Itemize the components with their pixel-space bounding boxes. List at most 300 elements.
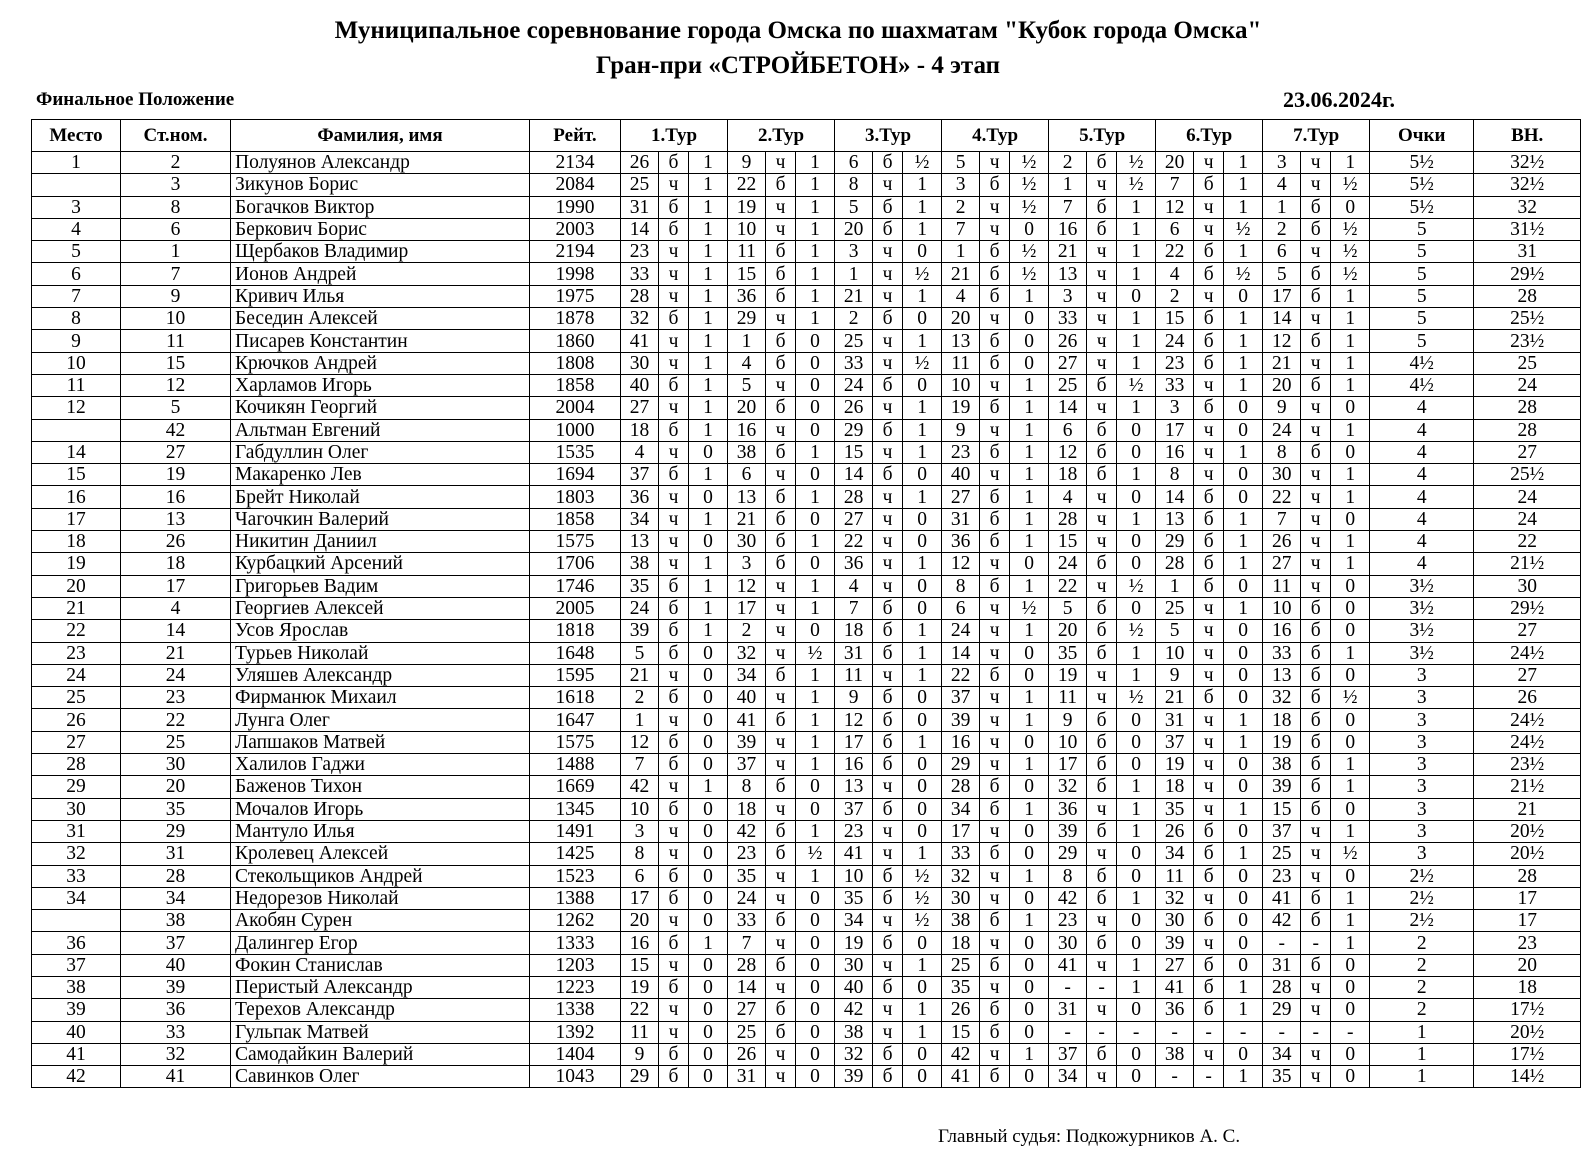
player-name-cell: Харламов Игорь [231, 374, 530, 396]
round-1-color-cell: б [659, 731, 689, 753]
table-row [32, 865, 1581, 887]
tiebreak-cell: 28 [1474, 865, 1581, 887]
round-1-result-cell: 0 [689, 954, 728, 976]
player-name-cell: Кочикян Георгий [231, 397, 530, 419]
table-row [32, 976, 1581, 998]
round-6-color-cell: ч [1194, 464, 1224, 486]
round-7-color-cell: ч [1301, 865, 1331, 887]
round-3-opponent-cell: 23 [835, 820, 873, 842]
round-6-opponent-cell: 2 [1156, 285, 1194, 307]
round-3-color-cell: ч [873, 285, 903, 307]
round-5-color-cell: - [1087, 976, 1117, 998]
round-4-opponent-cell: 5 [942, 152, 980, 174]
place-cell: 6 [32, 263, 121, 285]
rating-cell: 1990 [530, 196, 621, 218]
round-2-color-cell: ч [766, 865, 796, 887]
standings-table [31, 119, 1581, 1088]
round-6-color-cell: ч [1194, 798, 1224, 820]
start-number-cell: 35 [121, 798, 231, 820]
tiebreak-cell: 29½ [1474, 597, 1581, 619]
round-4-opponent-cell: 13 [942, 330, 980, 352]
round-3-opponent-cell: 3 [835, 241, 873, 263]
round-3-color-cell: ч [873, 241, 903, 263]
round-3-result-cell: 0 [903, 976, 942, 998]
round-1-result-cell: 1 [689, 241, 728, 263]
round-3-opponent-cell: 4 [835, 575, 873, 597]
round-1-opponent-cell: 40 [621, 374, 659, 396]
round-3-color-cell: б [873, 196, 903, 218]
round-7-result-cell: 0 [1331, 397, 1370, 419]
round-5-color-cell: ч [1087, 241, 1117, 263]
start-number-cell: 5 [121, 397, 231, 419]
round-5-color-cell: - [1087, 1021, 1117, 1043]
round-1-color-cell: ч [659, 776, 689, 798]
rating-cell: 1488 [530, 754, 621, 776]
round-2-opponent-cell: 29 [728, 308, 766, 330]
round-4-result-cell: 1 [1010, 798, 1049, 820]
round-5-result-cell: 0 [1117, 843, 1156, 865]
points-cell: 1 [1370, 1021, 1474, 1043]
round-2-result-cell: 0 [796, 553, 835, 575]
round-5-color-cell: ч [1087, 263, 1117, 285]
round-2-color-cell: б [766, 241, 796, 263]
round-5-color-cell: б [1087, 754, 1117, 776]
round-6-opponent-cell: 9 [1156, 664, 1194, 686]
round-1-result-cell: 1 [689, 330, 728, 352]
round-3-opponent-cell: 6 [835, 152, 873, 174]
tiebreak-cell: 27 [1474, 664, 1581, 686]
round-1-opponent-cell: 4 [621, 441, 659, 463]
round-4-opponent-cell: 27 [942, 486, 980, 508]
points-cell: 3 [1370, 843, 1474, 865]
points-cell: 4 [1370, 531, 1474, 553]
round-4-opponent-cell: 19 [942, 397, 980, 419]
round-2-result-cell: 0 [796, 1066, 835, 1088]
round-5-opponent-cell: 24 [1049, 553, 1087, 575]
round-6-opponent-cell: 35 [1156, 798, 1194, 820]
round-2-color-cell: б [766, 820, 796, 842]
round-3-color-cell: б [873, 932, 903, 954]
round-4-opponent-cell: 21 [942, 263, 980, 285]
round-6-color-cell: б [1194, 843, 1224, 865]
round-4-color-cell: б [980, 285, 1010, 307]
start-number-cell: 9 [121, 285, 231, 307]
round-2-opponent-cell: 22 [728, 174, 766, 196]
round-5-result-cell: 0 [1117, 999, 1156, 1021]
round-4-color-cell: ч [980, 642, 1010, 664]
start-number-cell: 16 [121, 486, 231, 508]
round-4-opponent-cell: 34 [942, 798, 980, 820]
round-4-color-cell: б [980, 776, 1010, 798]
round-4-opponent-cell: 26 [942, 999, 980, 1021]
round-4-color-cell: б [980, 441, 1010, 463]
round-6-color-cell: ч [1194, 887, 1224, 909]
round-6-opponent-cell: 24 [1156, 330, 1194, 352]
col-header-round-4: 4.Тур [942, 120, 1049, 152]
col-header-round-5: 5.Тур [1049, 120, 1156, 152]
round-6-opponent-cell: 30 [1156, 910, 1194, 932]
place-cell: 26 [32, 709, 121, 731]
round-6-result-cell: 0 [1224, 642, 1263, 664]
round-4-result-cell: 1 [1010, 374, 1049, 396]
round-2-result-cell: 0 [796, 1021, 835, 1043]
round-1-opponent-cell: 5 [621, 642, 659, 664]
round-5-opponent-cell: 35 [1049, 642, 1087, 664]
round-5-color-cell: б [1087, 709, 1117, 731]
tiebreak-cell: 17 [1474, 910, 1581, 932]
round-2-opponent-cell: 35 [728, 865, 766, 887]
round-6-result-cell: 1 [1224, 330, 1263, 352]
start-number-cell: 42 [121, 419, 231, 441]
player-name-cell: Гульпак Матвей [231, 1021, 530, 1043]
round-4-result-cell: 1 [1010, 508, 1049, 530]
round-2-opponent-cell: 9 [728, 152, 766, 174]
table-row [32, 999, 1581, 1021]
round-1-opponent-cell: 42 [621, 776, 659, 798]
round-2-color-cell: ч [766, 419, 796, 441]
round-1-color-cell: ч [659, 285, 689, 307]
start-number-cell: 30 [121, 754, 231, 776]
rating-cell: 1491 [530, 820, 621, 842]
player-name-cell: Терехов Александр [231, 999, 530, 1021]
tiebreak-cell: 22 [1474, 531, 1581, 553]
round-2-opponent-cell: 14 [728, 976, 766, 998]
round-1-opponent-cell: 26 [621, 152, 659, 174]
round-4-color-cell: ч [980, 976, 1010, 998]
round-2-color-cell: ч [766, 887, 796, 909]
round-2-opponent-cell: 23 [728, 843, 766, 865]
round-2-color-cell: б [766, 1021, 796, 1043]
round-2-result-cell: 1 [796, 241, 835, 263]
round-4-opponent-cell: 1 [942, 241, 980, 263]
table-row [32, 620, 1581, 642]
round-3-color-cell: б [873, 754, 903, 776]
round-3-opponent-cell: 18 [835, 620, 873, 642]
round-2-result-cell: 0 [796, 419, 835, 441]
round-7-color-cell: ч [1301, 553, 1331, 575]
tiebreak-cell: 18 [1474, 976, 1581, 998]
round-4-color-cell: ч [980, 820, 1010, 842]
round-6-opponent-cell: 37 [1156, 731, 1194, 753]
round-2-opponent-cell: 33 [728, 910, 766, 932]
points-cell: 2½ [1370, 910, 1474, 932]
round-4-color-cell: ч [980, 152, 1010, 174]
place-cell: 24 [32, 664, 121, 686]
round-4-color-cell: б [980, 263, 1010, 285]
round-6-color-cell: б [1194, 575, 1224, 597]
round-7-result-cell: 0 [1331, 1066, 1370, 1088]
round-1-opponent-cell: 20 [621, 910, 659, 932]
round-3-color-cell: б [873, 464, 903, 486]
round-5-result-cell: 0 [1117, 486, 1156, 508]
round-7-opponent-cell: 5 [1263, 263, 1301, 285]
col-header-round-1: 1.Тур [621, 120, 728, 152]
round-6-opponent-cell: 26 [1156, 820, 1194, 842]
round-7-result-cell: 0 [1331, 196, 1370, 218]
round-7-result-cell: 1 [1331, 330, 1370, 352]
round-5-result-cell: 0 [1117, 754, 1156, 776]
round-5-color-cell: ч [1087, 397, 1117, 419]
round-1-opponent-cell: 19 [621, 976, 659, 998]
round-4-color-cell: б [980, 910, 1010, 932]
round-3-color-cell: б [873, 887, 903, 909]
place-cell: 19 [32, 553, 121, 575]
round-5-color-cell: б [1087, 642, 1117, 664]
round-4-result-cell: ½ [1010, 263, 1049, 285]
round-2-color-cell: ч [766, 620, 796, 642]
round-1-color-cell: ч [659, 241, 689, 263]
round-2-opponent-cell: 42 [728, 820, 766, 842]
round-2-color-cell: ч [766, 731, 796, 753]
round-1-color-cell: б [659, 575, 689, 597]
round-2-opponent-cell: 5 [728, 374, 766, 396]
round-6-opponent-cell: 22 [1156, 241, 1194, 263]
round-3-result-cell: 1 [903, 642, 942, 664]
start-number-cell: 2 [121, 152, 231, 174]
place-cell: 16 [32, 486, 121, 508]
player-name-cell: Перистый Александр [231, 976, 530, 998]
round-7-opponent-cell: - [1263, 1021, 1301, 1043]
round-2-result-cell: 1 [796, 152, 835, 174]
round-4-result-cell: ½ [1010, 597, 1049, 619]
player-name-cell: Фокин Станислав [231, 954, 530, 976]
round-3-color-cell: ч [873, 820, 903, 842]
round-6-color-cell: б [1194, 486, 1224, 508]
player-name-cell: Кролевец Алексей [231, 843, 530, 865]
round-7-result-cell: 0 [1331, 1043, 1370, 1065]
round-7-opponent-cell: 13 [1263, 664, 1301, 686]
round-3-color-cell: б [873, 620, 903, 642]
table-row [32, 352, 1581, 374]
round-3-opponent-cell: 28 [835, 486, 873, 508]
points-cell: 5 [1370, 285, 1474, 307]
round-7-color-cell: ч [1301, 976, 1331, 998]
round-2-color-cell: б [766, 553, 796, 575]
round-7-opponent-cell: 18 [1263, 709, 1301, 731]
round-2-color-cell: б [766, 776, 796, 798]
rating-cell: 1878 [530, 308, 621, 330]
round-1-result-cell: 1 [689, 397, 728, 419]
round-3-opponent-cell: 38 [835, 1021, 873, 1043]
points-cell: 5 [1370, 263, 1474, 285]
round-6-color-cell: ч [1194, 620, 1224, 642]
round-3-color-cell: б [873, 865, 903, 887]
round-4-result-cell: 1 [1010, 397, 1049, 419]
rating-cell: 1575 [530, 731, 621, 753]
rating-cell: 1043 [530, 1066, 621, 1088]
rating-cell: 1262 [530, 910, 621, 932]
rating-cell: 1706 [530, 553, 621, 575]
round-7-color-cell: б [1301, 374, 1331, 396]
round-2-color-cell: ч [766, 1043, 796, 1065]
round-1-color-cell: б [659, 865, 689, 887]
start-number-cell: 3 [121, 174, 231, 196]
round-1-result-cell: 1 [689, 597, 728, 619]
round-1-result-cell: 0 [689, 999, 728, 1021]
round-2-opponent-cell: 20 [728, 397, 766, 419]
points-cell: 2 [1370, 999, 1474, 1021]
start-number-cell: 14 [121, 620, 231, 642]
place-cell: 38 [32, 976, 121, 998]
round-5-result-cell: 0 [1117, 553, 1156, 575]
round-5-result-cell: 0 [1117, 731, 1156, 753]
place-cell: 30 [32, 798, 121, 820]
round-3-color-cell: б [873, 642, 903, 664]
start-number-cell: 13 [121, 508, 231, 530]
round-1-opponent-cell: 33 [621, 263, 659, 285]
round-1-opponent-cell: 14 [621, 218, 659, 240]
round-3-opponent-cell: 17 [835, 731, 873, 753]
round-2-opponent-cell: 7 [728, 932, 766, 954]
tiebreak-cell: 17½ [1474, 1043, 1581, 1065]
round-7-color-cell: б [1301, 687, 1331, 709]
round-1-opponent-cell: 7 [621, 754, 659, 776]
round-2-color-cell: ч [766, 464, 796, 486]
round-2-result-cell: 0 [796, 954, 835, 976]
round-5-opponent-cell: 37 [1049, 1043, 1087, 1065]
round-7-opponent-cell: 39 [1263, 776, 1301, 798]
rating-cell: 1595 [530, 664, 621, 686]
round-5-opponent-cell: - [1049, 1021, 1087, 1043]
round-6-result-cell: 1 [1224, 798, 1263, 820]
tiebreak-cell: 20½ [1474, 843, 1581, 865]
round-5-color-cell: ч [1087, 508, 1117, 530]
rating-cell: 1203 [530, 954, 621, 976]
round-5-opponent-cell: 32 [1049, 776, 1087, 798]
round-4-color-cell: ч [980, 218, 1010, 240]
place-cell: 14 [32, 441, 121, 463]
round-5-color-cell: б [1087, 597, 1117, 619]
round-7-color-cell: ч [1301, 508, 1331, 530]
round-1-color-cell: б [659, 932, 689, 954]
round-2-color-cell: ч [766, 218, 796, 240]
round-4-result-cell: 1 [1010, 531, 1049, 553]
round-1-result-cell: 0 [689, 865, 728, 887]
round-4-opponent-cell: 25 [942, 954, 980, 976]
round-7-color-cell: б [1301, 709, 1331, 731]
round-5-opponent-cell: 10 [1049, 731, 1087, 753]
start-number-cell: 8 [121, 196, 231, 218]
place-cell: 22 [32, 620, 121, 642]
round-4-result-cell: 0 [1010, 308, 1049, 330]
round-3-result-cell: 1 [903, 620, 942, 642]
round-5-result-cell: ½ [1117, 152, 1156, 174]
round-5-opponent-cell: 4 [1049, 486, 1087, 508]
round-7-result-cell: 1 [1331, 553, 1370, 575]
round-1-color-cell: ч [659, 486, 689, 508]
round-1-color-cell: ч [659, 352, 689, 374]
round-4-color-cell: ч [980, 865, 1010, 887]
round-6-opponent-cell: 8 [1156, 464, 1194, 486]
round-5-color-cell: б [1087, 196, 1117, 218]
start-number-cell: 20 [121, 776, 231, 798]
round-2-result-cell: 1 [796, 441, 835, 463]
round-2-result-cell: 0 [796, 999, 835, 1021]
round-3-result-cell: 1 [903, 218, 942, 240]
round-2-color-cell: ч [766, 1066, 796, 1088]
table-row [32, 575, 1581, 597]
points-cell: 3½ [1370, 620, 1474, 642]
col-header-start-number: Ст.ном. [121, 120, 231, 152]
points-cell: 3 [1370, 776, 1474, 798]
round-3-result-cell: 0 [903, 709, 942, 731]
round-4-opponent-cell: 28 [942, 776, 980, 798]
player-name-cell: Лапшаков Матвей [231, 731, 530, 753]
points-cell: 4 [1370, 508, 1474, 530]
round-6-color-cell: ч [1194, 597, 1224, 619]
round-6-result-cell: 1 [1224, 597, 1263, 619]
round-6-color-cell: б [1194, 352, 1224, 374]
round-2-result-cell: 0 [796, 397, 835, 419]
col-header-place: Место [32, 120, 121, 152]
round-1-opponent-cell: 6 [621, 865, 659, 887]
table-row [32, 731, 1581, 753]
place-cell: 11 [32, 374, 121, 396]
place-cell: 39 [32, 999, 121, 1021]
rating-cell: 1618 [530, 687, 621, 709]
round-3-opponent-cell: 41 [835, 843, 873, 865]
round-3-opponent-cell: 40 [835, 976, 873, 998]
round-1-color-cell: ч [659, 820, 689, 842]
table-row [32, 1066, 1581, 1088]
rating-cell: 1858 [530, 508, 621, 530]
points-cell: 3 [1370, 754, 1474, 776]
round-4-opponent-cell: 6 [942, 597, 980, 619]
points-cell: 3½ [1370, 597, 1474, 619]
round-2-result-cell: 0 [796, 374, 835, 396]
round-6-color-cell: б [1194, 174, 1224, 196]
rating-cell: 1345 [530, 798, 621, 820]
round-7-result-cell: 1 [1331, 352, 1370, 374]
round-7-color-cell: ч [1301, 308, 1331, 330]
round-5-color-cell: ч [1087, 798, 1117, 820]
table-row [32, 441, 1581, 463]
rating-cell: 1338 [530, 999, 621, 1021]
round-3-opponent-cell: 25 [835, 330, 873, 352]
round-4-opponent-cell: 8 [942, 575, 980, 597]
round-4-result-cell: 1 [1010, 620, 1049, 642]
start-number-cell: 10 [121, 308, 231, 330]
round-5-opponent-cell: 7 [1049, 196, 1087, 218]
player-name-cell: Григорьев Вадим [231, 575, 530, 597]
round-6-color-cell: б [1194, 865, 1224, 887]
rating-cell: 2004 [530, 397, 621, 419]
round-6-opponent-cell: 4 [1156, 263, 1194, 285]
table-row [32, 419, 1581, 441]
round-5-result-cell: 1 [1117, 352, 1156, 374]
round-7-color-cell: ч [1301, 419, 1331, 441]
round-2-color-cell: б [766, 709, 796, 731]
round-4-opponent-cell: 12 [942, 553, 980, 575]
round-2-result-cell: 0 [796, 508, 835, 530]
player-name-cell: Чагочкин Валерий [231, 508, 530, 530]
place-cell: 37 [32, 954, 121, 976]
round-1-result-cell: 1 [689, 152, 728, 174]
round-1-opponent-cell: 29 [621, 1066, 659, 1088]
place-cell: 31 [32, 820, 121, 842]
round-2-color-cell: ч [766, 152, 796, 174]
round-7-result-cell: 1 [1331, 910, 1370, 932]
start-number-cell: 39 [121, 976, 231, 998]
points-cell: 5½ [1370, 152, 1474, 174]
round-4-opponent-cell: 2 [942, 196, 980, 218]
round-1-result-cell: 0 [689, 531, 728, 553]
round-2-opponent-cell: 30 [728, 531, 766, 553]
rating-cell: 1000 [530, 419, 621, 441]
round-6-result-cell: 1 [1224, 152, 1263, 174]
player-name-cell: Кривич Илья [231, 285, 530, 307]
round-7-opponent-cell: 27 [1263, 553, 1301, 575]
